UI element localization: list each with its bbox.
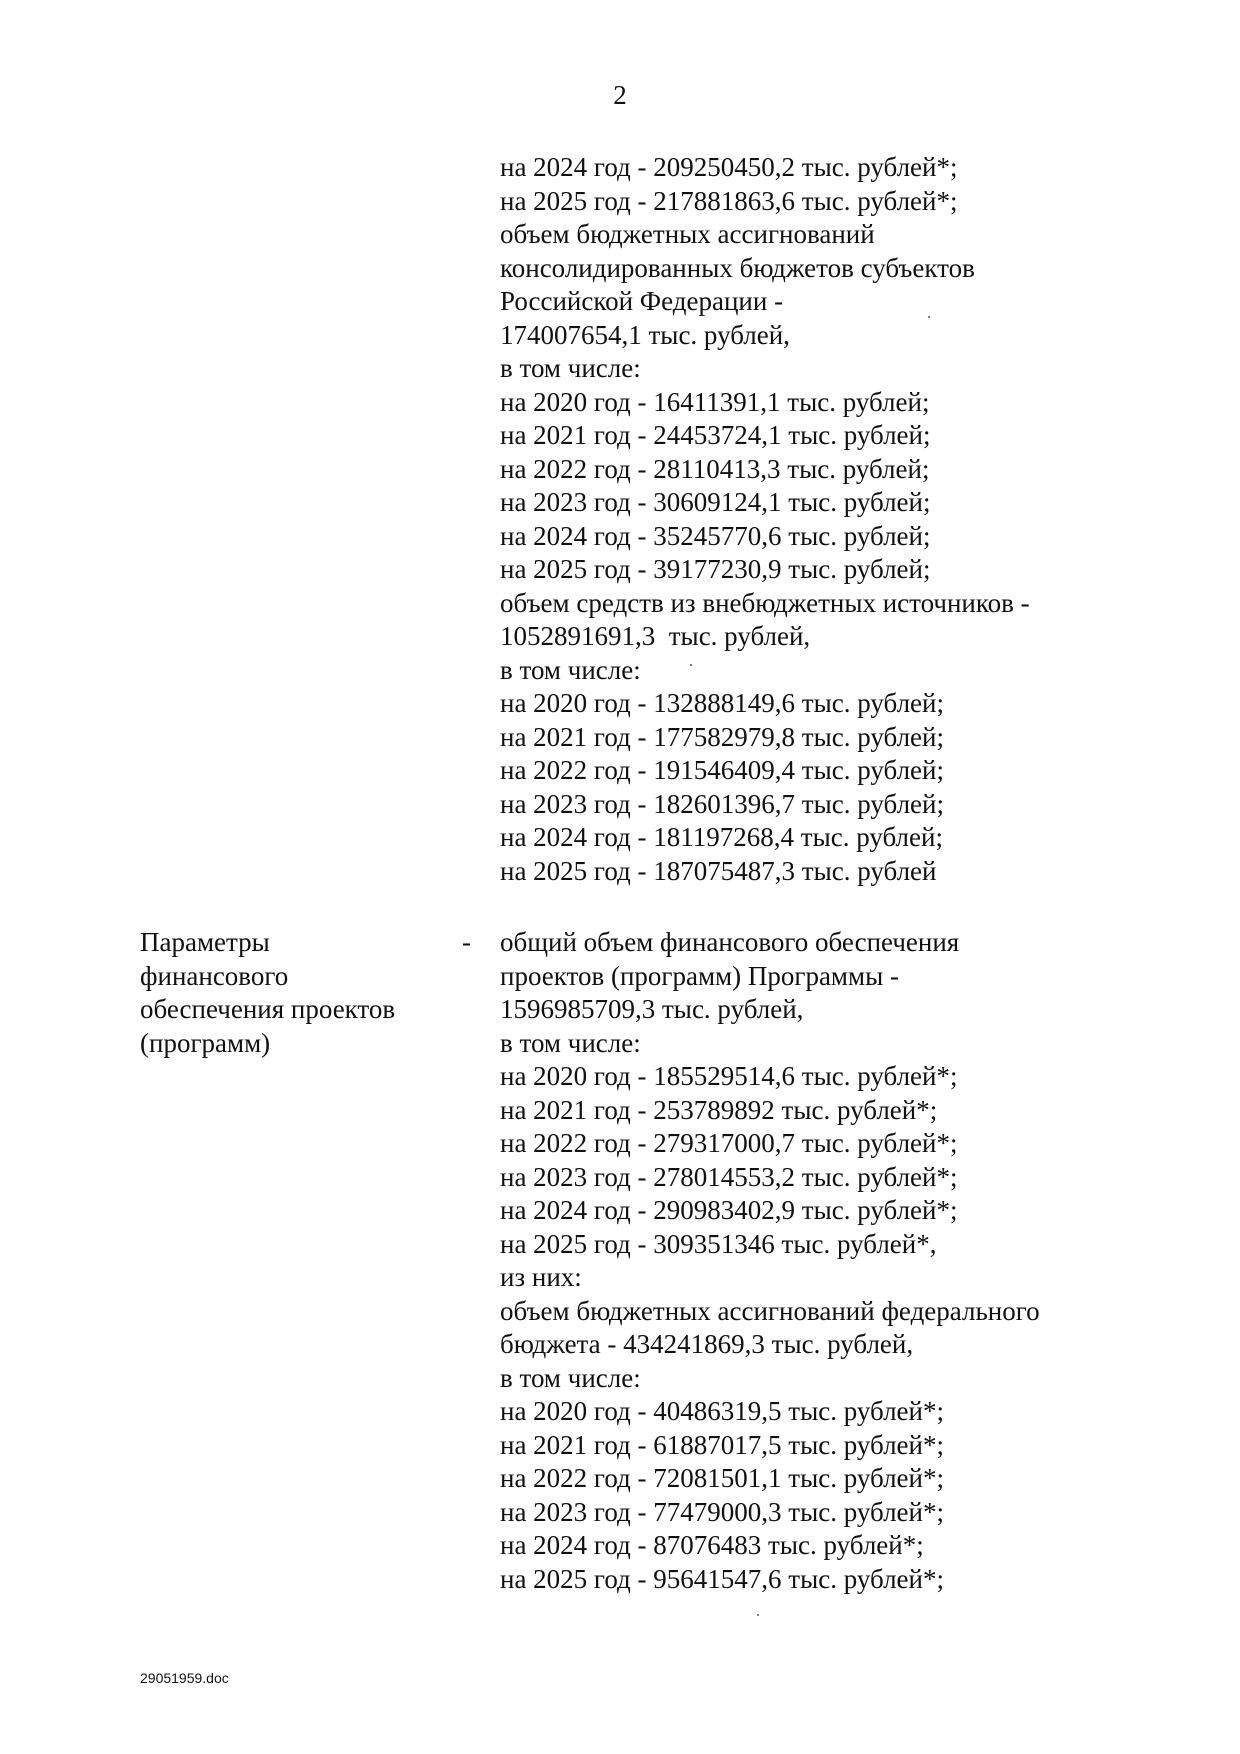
funding-line: на 2022 год - 191546409,4 тыс. рублей; xyxy=(500,755,944,785)
param-label-line: финансового xyxy=(140,960,289,991)
funding-line: на 2025 год - 187075487,3 тыс. рублей xyxy=(500,855,937,886)
funding-line: объем средств из внебюджетных источников - xyxy=(500,587,1030,618)
funding-line: на 2024 год - 35245770,6 тыс. рублей; xyxy=(500,520,931,551)
document-filename: 29051959.doc xyxy=(140,1670,229,1686)
funding-line: на 2023 год - 182601396,7 тыс. рублей; xyxy=(500,788,944,819)
param-value-line: на 2025 год - 309351346 тыс. рублей*, xyxy=(500,1228,937,1259)
param-value-line: на 2020 год - 185529514,6 тыс. рублей*; xyxy=(500,1061,958,1091)
param-value-line: общий объем финансового обеспечения xyxy=(500,927,960,957)
funding-line: на 2024 год - 181197268,4 тыс. рублей; xyxy=(500,822,943,852)
funding-line: на 2020 год - 132888149,6 тыс. рублей; xyxy=(500,688,944,718)
param-value-line: в том числе: xyxy=(500,1027,641,1058)
scan-speck xyxy=(757,1614,759,1616)
funding-line: в том числе: xyxy=(500,353,641,383)
param-value-line: на 2022 год - 72081501,1 тыс. рублей*; xyxy=(500,1463,944,1493)
funding-line: на 2025 год - 39177230,9 тыс. рублей; xyxy=(500,554,931,584)
param-value-line: на 2021 год - 61887017,5 тыс. рублей*; xyxy=(500,1429,944,1460)
param-value-line: в том числе: xyxy=(500,1362,641,1393)
param-value-line: на 2025 год - 95641547,6 тыс. рублей*; xyxy=(500,1563,944,1594)
funding-line: на 2023 год - 30609124,1 тыс. рублей; xyxy=(500,487,931,517)
param-value-line: на 2022 год - 279317000,7 тыс. рублей*; xyxy=(500,1128,958,1158)
param-value-line: на 2023 год - 278014553,2 тыс. рублей*; xyxy=(500,1161,958,1192)
funding-line: в том числе: xyxy=(500,654,641,685)
funding-line: на 2020 год - 16411391,1 тыс. рублей; xyxy=(500,386,930,417)
funding-line: на 2021 год - 24453724,1 тыс. рублей; xyxy=(500,420,931,450)
funding-line: объем бюджетных ассигнований xyxy=(500,219,875,249)
page-number: 2 xyxy=(613,80,627,110)
funding-line: 1052891691,3 тыс. рублей, xyxy=(500,621,811,651)
param-value-line: на 2024 год - 87076483 тыс. рублей*; xyxy=(500,1530,924,1560)
param-value-line: проектов (программ) Программы - xyxy=(500,960,899,991)
funding-line: Российской Федерации - xyxy=(500,286,784,316)
param-value-line: объем бюджетных ассигнований федерального xyxy=(500,1295,1040,1326)
param-value-line: из них: xyxy=(500,1262,582,1292)
param-label-line: Параметры xyxy=(140,927,270,957)
funding-line: на 2025 год - 217881863,6 тыс. рублей*; xyxy=(500,185,958,216)
param-label-line: обеспечения проектов xyxy=(140,994,396,1024)
param-value-line: на 2023 год - 77479000,3 тыс. рублей*; xyxy=(500,1496,944,1527)
funding-top-block xyxy=(500,151,1030,888)
funding-line: на 2024 год - 209250450,2 тыс. рублей*; xyxy=(500,152,958,182)
funding-line: консолидированных бюджетов субъектов xyxy=(500,252,975,283)
scan-speck xyxy=(928,316,930,318)
funding-line: на 2021 год - 177582979,8 тыс. рублей; xyxy=(500,721,944,752)
param-dash: - xyxy=(462,927,471,957)
param-value-line: бюджета - 434241869,3 тыс. рублей, xyxy=(500,1329,914,1359)
param-value-line: на 2024 год - 290983402,9 тыс. рублей*; xyxy=(500,1195,958,1225)
param-value-line: на 2021 год - 253789892 тыс. рублей*; xyxy=(500,1094,938,1125)
param-label-line: (программ) xyxy=(140,1027,271,1058)
param-values xyxy=(500,926,1040,1596)
funding-line: на 2022 год - 28110413,3 тыс. рублей; xyxy=(500,453,930,484)
param-label xyxy=(140,926,395,1060)
param-value-line: на 2020 год - 40486319,5 тыс. рублей*; xyxy=(500,1396,944,1426)
param-value-line: 1596985709,3 тыс. рублей, xyxy=(500,994,804,1024)
funding-line: 174007654,1 тыс. рублей, xyxy=(500,319,790,350)
scan-speck xyxy=(690,664,692,666)
